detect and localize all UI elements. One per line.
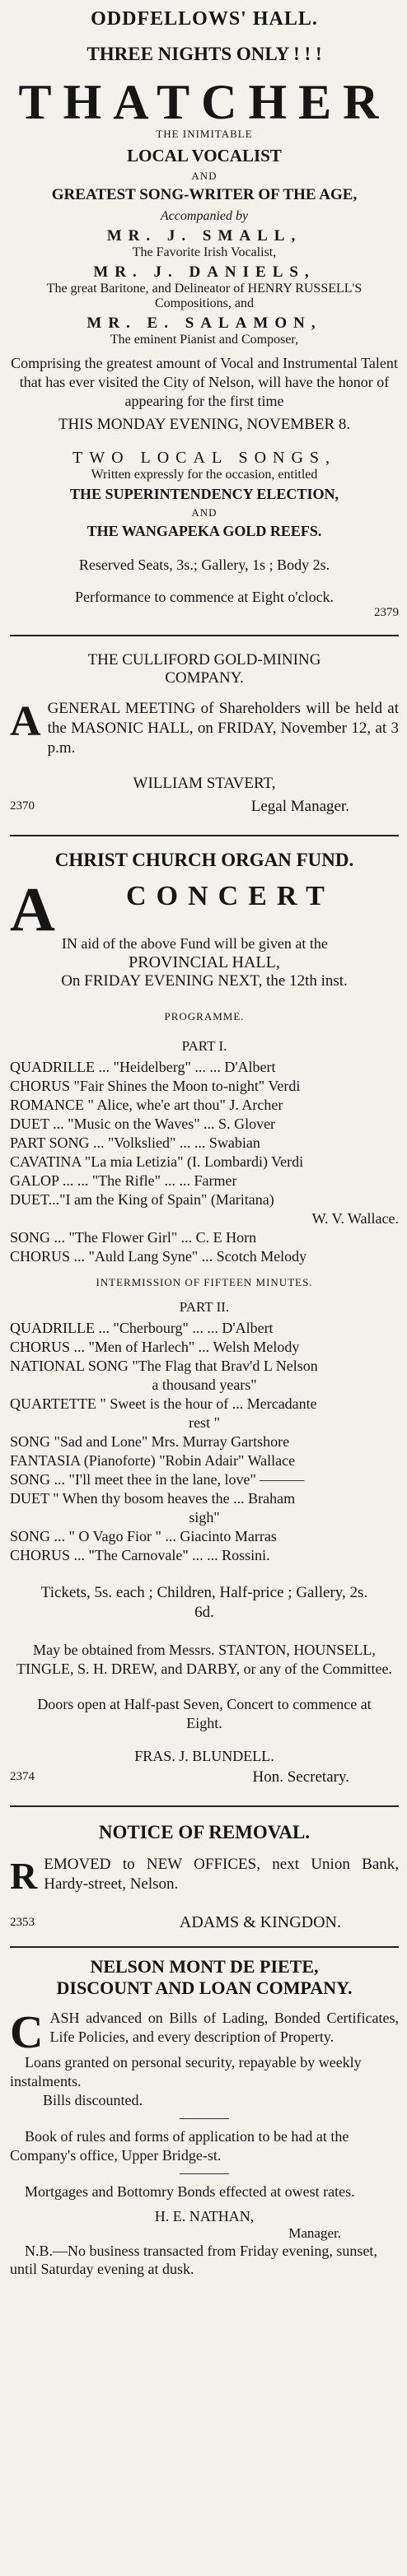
paragraph: Bills discounted. — [43, 2092, 143, 2108]
mont-de-piete-ad — [10, 1948, 399, 2278]
programme-item: CHORUS "Fair Shines the Moon to-night" Verdi — [10, 1078, 301, 1094]
signatory: WILLIAM STAVERT, — [133, 775, 276, 792]
note: Performance to commence at Eight o'clock. — [74, 589, 334, 605]
part-heading: PART I. — [181, 1038, 227, 1054]
ad-heading: ODDFELLOWS' HALL. — [91, 8, 318, 30]
programme-item: PART SONG ... "Volkslied" ... ... Swabian — [10, 1134, 260, 1151]
paragraph: Mortgages and Bottomry Bonds effected at owest rates. — [25, 2183, 355, 2200]
drop-capital: R — [10, 1855, 38, 1897]
venue: PROVINCIAL HALL, — [129, 953, 280, 971]
signatory-role: Hon. Secretary. — [252, 1768, 349, 1786]
programme-item: W. V. Wallace. — [311, 1210, 399, 1227]
programme-list-2 — [10, 1319, 399, 1565]
ref-number: 2353 — [10, 1916, 35, 1929]
short-rule — [180, 2173, 229, 2174]
programme-list-1 — [10, 1058, 399, 1266]
paragraph: May be obtained from Messrs. STANTON, HOUNSELL, TINGLE, S. H. DREW, and DARBY, or any of the Committee. — [16, 1642, 392, 1677]
programme-item: SONG ... " O Vago Fior " ... Giacinto Marras — [10, 1528, 277, 1544]
signatory-role: Legal Manager. — [250, 798, 349, 815]
oddfellows-ad — [10, 0, 399, 620]
programme-item: CAVATINA "La mia Letizia" (I. Lombardi) Verdi — [10, 1153, 304, 1170]
part-heading: PART II. — [179, 1299, 230, 1315]
programme-item: FANTASIA (Pianoforte) "Robin Adair" Wallace — [10, 1452, 296, 1469]
programme-item: CHORUS ... "Auld Lang Syne" ... Scotch Melody — [10, 1248, 307, 1265]
drop-capital: A — [10, 698, 41, 745]
signatory: FRAS. J. BLUNDELL. — [134, 1748, 274, 1764]
performer: MR. E. SALAMON, — [87, 314, 322, 332]
paragraph: GENERAL MEETING of Shareholders will be held at the MASONIC HALL, on FRIDAY, November 12, at 3 p.m. — [47, 700, 399, 757]
programme-item: NATIONAL SONG "The Flag that Brav'd L Nelson — [10, 1358, 318, 1374]
line: TWO LOCAL SONGS, — [72, 449, 337, 467]
ad-heading: NOTICE OF REMOVAL. — [98, 1822, 311, 1842]
drop-capital: C — [10, 2007, 44, 2058]
programme-item: SONG ... "The Flower Girl" ... C. E Horn — [10, 1229, 257, 1246]
signatory: H. E. NATHAN, — [154, 2208, 255, 2224]
culliford-ad — [10, 636, 399, 817]
paragraph: Book of rules and forms of application to be had at the Company's office, Upper Bridge-st. — [10, 2128, 349, 2164]
programme-item: ROMANCE " Alice, whe'e art thou" J. Archer — [10, 1097, 283, 1113]
date-line: THIS MONDAY EVENING, NOVEMBER 8. — [58, 416, 351, 433]
programme-item: GALOP ... ... "The Rifle" ... ... Farmer — [10, 1172, 237, 1189]
ad-heading: COMPANY. — [165, 669, 244, 687]
prices: Tickets, 5s. each ; Children, Half-price ; Gallery, 2s. 6d. — [40, 1584, 368, 1621]
ad-heading: THE CULLIFORD GOLD-MINING — [87, 651, 321, 668]
caption: AND — [191, 506, 218, 519]
line: GREATEST SONG-WRITER OF THE AGE, — [51, 186, 358, 203]
song-title: THE SUPERINTENDENCY ELECTION, — [70, 486, 339, 502]
programme-item: SONG "Sad and Lone" Mrs. Murray Gartshore — [10, 1433, 290, 1450]
caption: THE INIMITABLE — [156, 128, 253, 140]
caption: Written expressly for the occasion, entitled — [91, 468, 318, 482]
drop-capital: A — [10, 875, 55, 944]
performer-desc: The Favorite Irish Vocalist, — [132, 245, 277, 259]
paragraph: Loans granted on personal security, repayable by weekly instalments. — [10, 2054, 362, 2089]
ref-number: 2370 — [10, 799, 35, 813]
programme-item: CHORUS ... "Men of Harlech" ... Welsh Melody — [10, 1339, 300, 1355]
intermission: INTERMISSION OF FIFTEEN MINUTES. — [96, 1276, 313, 1288]
ad-heading: NELSON MONT DE PIETE, — [90, 1956, 319, 1977]
concert-title: CONCERT — [126, 881, 334, 911]
paragraph: N.B.—No business transacted from Friday evening, sunset, until Saturday evening at dusk. — [10, 2243, 377, 2277]
programme-item: DUET..."I am the King of Spain" (Maritana) — [10, 1191, 274, 1208]
line: LOCAL VOCALIST — [127, 146, 282, 165]
programme-item: CHORUS ... "The Carnovale" ... ... Rossini. — [10, 1547, 270, 1563]
programme-item: rest " — [189, 1414, 220, 1431]
short-rule — [180, 2118, 229, 2119]
song-title: THE WANGAPEKA GOLD REEFS. — [87, 523, 322, 539]
ref-number: 2379 — [374, 606, 399, 619]
performer-desc: The eminent Pianist and Composer, — [110, 333, 299, 347]
paragraph: EMOVED to NEW OFFICES, next Union Bank, Hardy-street, Nelson. — [44, 1856, 399, 1893]
note: Doors open at Half-past Seven, Concert to commence at Eight. — [37, 1696, 372, 1731]
performer-desc: The great Baritone, and Delineator of HENRY RUSSELL'S Compositions, and — [46, 282, 363, 310]
performer-name: THATCHER — [18, 75, 391, 129]
ad-heading: DISCOUNT AND LOAN COMPANY. — [56, 1977, 353, 1998]
organ-fund-ad — [10, 836, 399, 1787]
ref-number: 2374 — [10, 1770, 35, 1783]
ad-heading: CHRIST CHURCH ORGAN FUND. — [54, 850, 354, 870]
programme-item: DUET ... "Music on the Waves" ... S. Glover — [10, 1116, 276, 1132]
firm-name: ADAMS & KINGDON. — [179, 1913, 341, 1931]
ad-subheading: THREE NIGHTS ONLY ! ! ! — [87, 44, 322, 64]
performer: MR. J. DANIELS, — [93, 263, 316, 281]
caption: Accompanied by — [160, 209, 249, 223]
programme-heading: PROGRAMME. — [164, 1010, 245, 1022]
removal-ad — [10, 1807, 399, 1933]
programme-item: sigh" — [189, 1509, 220, 1526]
paragraph: ASH advanced on Bills of Lading, Bonded Certificates, Life Policies, and every description of Property. — [49, 2010, 399, 2045]
paragraph: IN aid of the above Fund will be given at the — [61, 935, 328, 952]
performer: MR. J. SMALL, — [106, 227, 302, 245]
date-line: On FRIDAY EVENING NEXT, the 12th inst. — [61, 972, 348, 990]
caption: AND — [191, 170, 218, 182]
programme-item: a thousand years" — [152, 1377, 257, 1393]
programme-item: SONG ... "I'll meet thee in the lane, love" ——— — [10, 1471, 305, 1488]
signatory-role: Manager. — [288, 2225, 341, 2241]
prices: Reserved Seats, 3s.; Gallery, 1s ; Body 2s. — [78, 557, 330, 573]
programme-item: QUARTETTE " Sweet is the hour of ... Mercadante — [10, 1395, 317, 1412]
programme-item: QUADRILLE ... "Cherbourg" ... ... D'Albert — [10, 1320, 274, 1336]
paragraph: Comprising the greatest amount of Vocal and Instrumental Talent that has ever visited the City of Nelson, will have the honor of appearing for the first time — [11, 355, 398, 409]
programme-item: DUET " When thy bosom heaves the ... Braham — [10, 1490, 296, 1507]
programme-item: QUADRILLE ... "Heidelberg" ... ... D'Albert — [10, 1059, 276, 1075]
